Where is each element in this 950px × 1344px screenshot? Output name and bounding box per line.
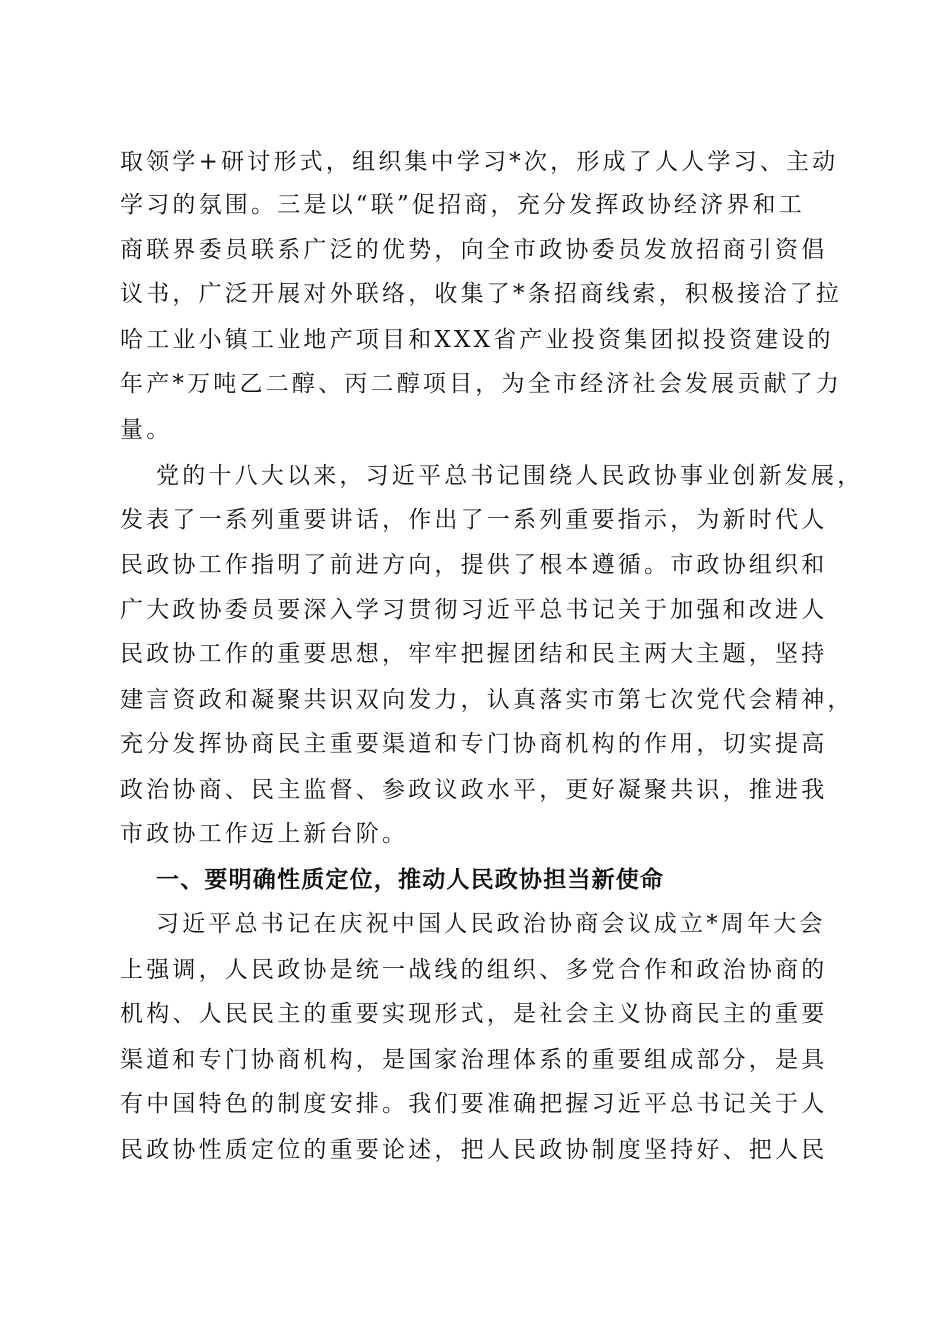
paragraph-2-line-2: 发表了一系列重要讲话，作出了一系列重要指示，为新时代人 — [120, 507, 828, 533]
paragraph-3-line-6: 民政协性质定位的重要论述，把人民政协制度坚持好、把人民 — [120, 1137, 828, 1163]
paragraph-3-line-3: 机构、人民民主的重要实现形式，是社会主义协商民主的重要 — [120, 1001, 828, 1027]
paragraph-2-line-6: 建言资政和凝聚共识双向发力，认真落实市第七次党代会精神， — [120, 687, 854, 713]
paragraph-2-line-4: 广大政协委员要深入学习贯彻习近平总书记关于加强和改进人 — [120, 597, 828, 623]
section-heading: 一、要明确性质定位，推动人民政协担当新使命 — [156, 867, 665, 893]
paragraph-3-line-4: 渠道和专门协商机构，是国家治理体系的重要组成部分，是具 — [120, 1047, 828, 1073]
paragraph-2-line-8: 政治协商、民主监督、参政议政水平，更好凝聚共识，推进我 — [120, 777, 828, 803]
paragraph-1-line-4: 议书，广泛开展对外联络，收集了*条招商线索，积极接洽了拉 — [120, 281, 843, 307]
document-body — [120, 0, 864, 1344]
paragraph-1-line-3: 商联界委员联系广泛的优势，向全市政协委员发放招商引资倡 — [120, 237, 828, 263]
paragraph-2-line-5: 民政协工作的重要思想，牢牢把握团结和民主两大主题，坚持 — [120, 641, 828, 667]
paragraph-2-line-3: 民政协工作指明了前进方向，提供了根本遵循。市政协组织和 — [120, 552, 828, 578]
paragraph-1-line-7: 量。 — [120, 417, 173, 443]
paragraph-3-line-2: 上强调，人民政协是统一战线的组织、多党合作和政治协商的 — [120, 957, 828, 983]
paragraph-2-line-9: 市政协工作迈上新台阶。 — [120, 821, 409, 847]
paragraph-1-line-1: 取领学+研讨形式，组织集中学习*次，形成了人人学习、主动 — [120, 149, 839, 175]
paragraph-3-line-5: 有中国特色的制度安排。我们要准确把握习近平总书记关于人 — [120, 1091, 828, 1117]
paragraph-3-line-1: 习近平总书记在庆祝中国人民政治协商会议成立*周年大会 — [156, 911, 826, 937]
paragraph-1-line-2: 学习的氛围。三是以“联”促招商，充分发挥政协经济界和工 — [120, 192, 805, 218]
paragraph-1-line-5: 哈工业小镇工业地产项目和XXX省产业投资集团拟投资建设的 — [120, 327, 834, 353]
paragraph-2-line-1: 党的十八大以来，习近平总书记围绕人民政协事业创新发展， — [156, 463, 864, 489]
paragraph-1-line-6: 年产*万吨乙二醇、丙二醇项目，为全市经济社会发展贡献了力 — [120, 371, 843, 397]
paragraph-2-line-7: 充分发挥协商民主重要渠道和专门协商机构的作用，切实提高 — [120, 731, 828, 757]
